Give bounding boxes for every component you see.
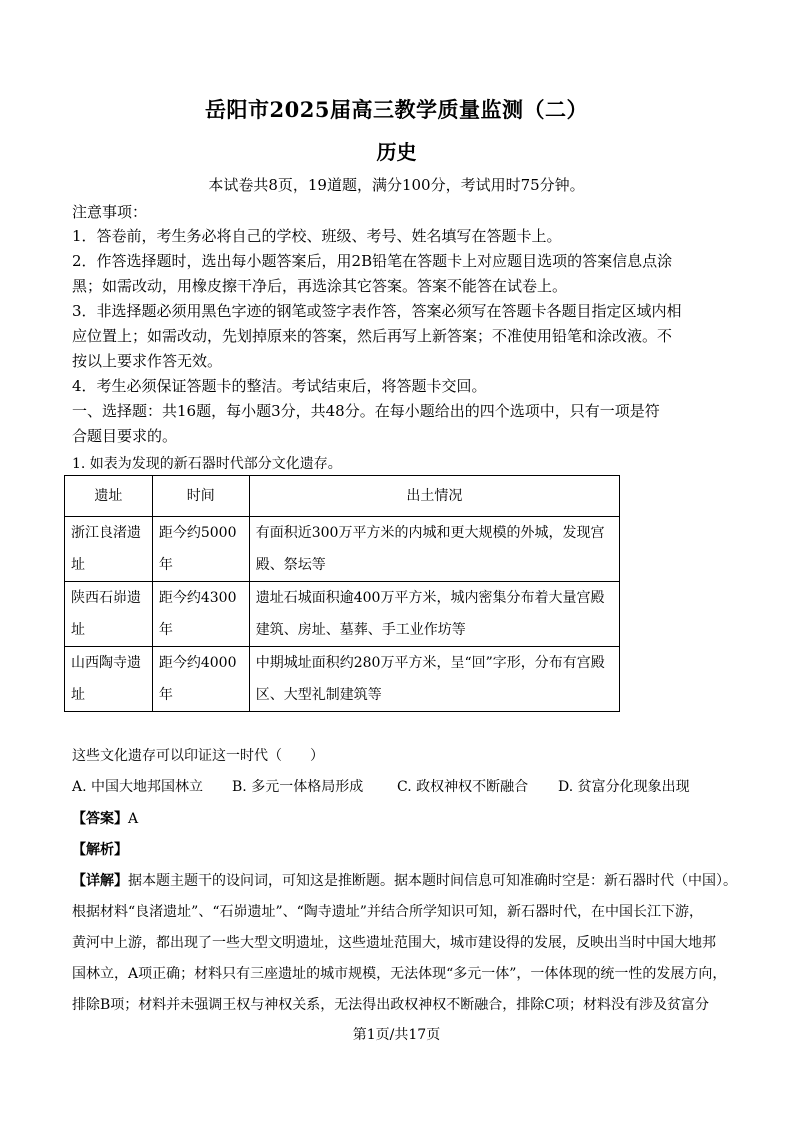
exam-subject: 历史 (376, 140, 417, 164)
column-header: 出土情况 (249, 476, 619, 517)
table-row (65, 647, 620, 712)
section-heading: 一、选择题：共16题，每小题3分，共48分。在每小题给出的四个选项中，只有一项是符 (72, 402, 660, 420)
notice-heading: 注意事项： (72, 203, 148, 221)
table-cell: 有面积近300万平方米的内城和更大规模的外城，发现宫殿、祭坛等 (249, 517, 619, 582)
notice-line: 黑；如需改动，用橡皮擦干净后，再选涂其它答案。答案不能答在试卷上。 (72, 277, 568, 295)
table-cell: 距今约4000年 (152, 647, 249, 712)
notice-line: 按以上要求作答无效。 (72, 352, 223, 370)
option-d: D. 贫富分化现象出现 (558, 779, 690, 795)
section-heading: 合题目要求的。 (72, 427, 178, 445)
notice-line: 3．非选择题必须用黑色字迹的钢笔或签字表作答，答案必须写在答题卡各题目指定区域内相 (72, 302, 682, 320)
table-row (65, 517, 620, 582)
table-cell: 遗址石城面积逾400万平方米，城内密集分布着大量宫殿建筑、房址、墓葬、手工业作坊等 (249, 582, 619, 647)
table-cell: 浙江良渚遗址 (65, 517, 153, 582)
option-b: B. 多元一体格局形成 (232, 779, 364, 795)
column-header: 遗址 (65, 476, 153, 517)
detail-line: 根据材料“良渚遗址”、“石峁遗址”、“陶寺遗址”并结合所学知识可知，新石器时代，在中国长江下游， (72, 904, 703, 920)
question-prompt: 这些文化遗存可以印证这一时代（ ） (72, 748, 324, 764)
exam-title: 岳阳市2025届高三教学质量监测（二） (205, 97, 588, 122)
column-header: 时间 (152, 476, 249, 517)
table-cell: 山西陶寺遗址 (65, 647, 153, 712)
notice-line: 4．考生必须保证答题卡的整洁。考试结束后，将答题卡交回。 (72, 377, 487, 395)
answer-label: 【答案】 (72, 811, 128, 827)
notice-line: 1．答卷前，考生务必将自己的学校、班级、考号、姓名填写在答题卡上。 (72, 227, 562, 245)
table-cell: 距今约5000年 (152, 517, 249, 582)
answer-value: A (128, 811, 139, 827)
table-cell: 中期城址面积约280万平方米，呈“回”字形，分布有宫殿区、大型礼制建筑等 (249, 647, 619, 712)
detail-line: 排除B项；材料并未强调王权与神权关系，无法得出政权神权不断融合，排除C项；材料没有涉及贫富分 (72, 997, 709, 1013)
detail-label: 【详解】 (72, 873, 128, 889)
table-cell: 距今约4300年 (152, 582, 249, 647)
table-row (65, 582, 620, 647)
answer-line (72, 808, 138, 828)
analysis-label: 【解析】 (72, 842, 128, 858)
detail-text: 据本题主题干的设问词，可知这是推断题。据本题时间信息可知准确时空是：新石器时代（中国）。 (128, 873, 737, 889)
notice-line: 应位置上；如需改动，先划掉原来的答案，然后再写上新答案；不准使用铅笔和涂改液。不 (72, 327, 673, 345)
relics-table (64, 475, 620, 712)
option-c: C. 政权神权不断融合 (397, 779, 529, 795)
notice-line: 2．作答选择题时，选出每小题答案后，用2B铅笔在答题卡上对应题目选项的答案信息点涂 (72, 252, 673, 270)
detail-line: 国林立，A项正确；材料只有三座遗址的城市规模，无法体现“多元一体”，一体体现的统一性的发展方向， (72, 966, 727, 982)
question-stem: 1. 如表为发现的新石器时代部分文化遗存。 (72, 456, 342, 472)
detail-line: 黄河中上游，都出现了一些大型文明遗址，这些遗址范围大，城市建设得的发展，反映出当时中国大地邦 (72, 935, 716, 951)
table-header-row (65, 476, 620, 517)
table-cell: 陕西石峁遗址 (65, 582, 153, 647)
detail-line (72, 870, 737, 890)
exam-info: 本试卷共8页，19道题，满分100分，考试用时75分钟。 (208, 176, 585, 194)
page-footer: 第1页/共17页 (352, 1027, 441, 1043)
option-a: A. 中国大地邦国林立 (72, 779, 204, 795)
